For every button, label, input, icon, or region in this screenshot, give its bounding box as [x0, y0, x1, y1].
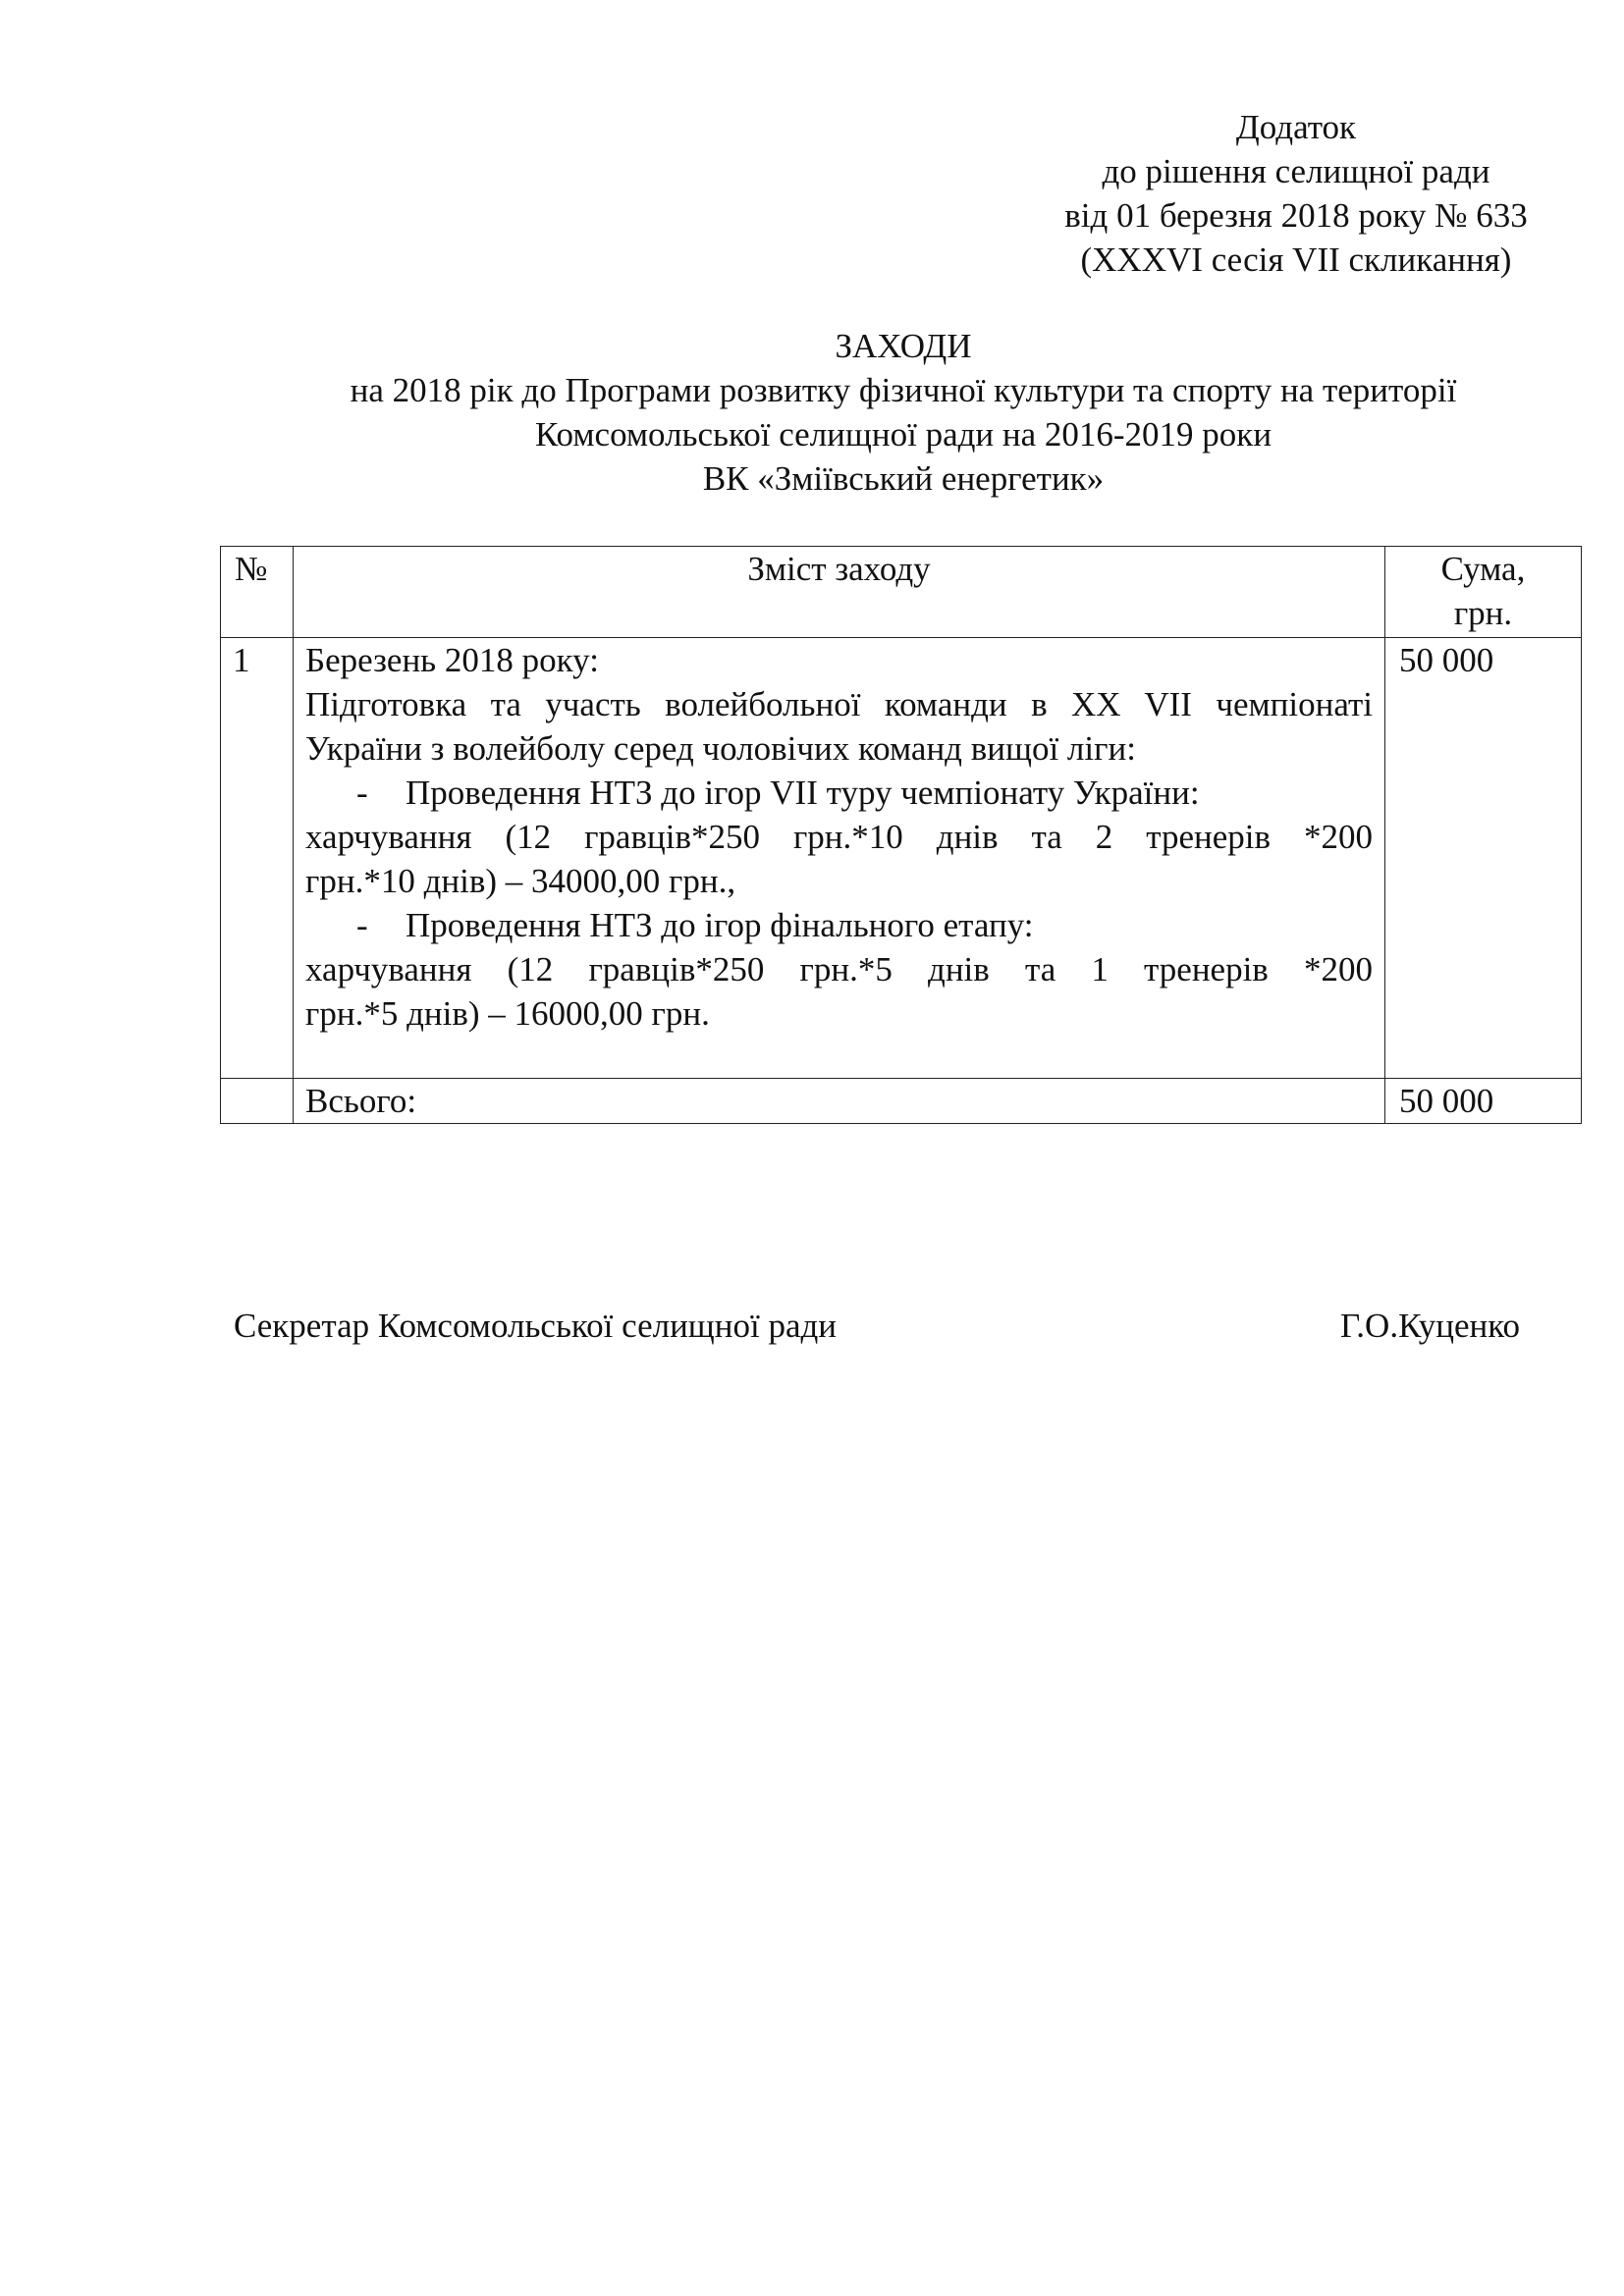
total-sum: 50 000: [1385, 1079, 1582, 1124]
appendix-title: Додаток: [1235, 108, 1357, 146]
document-title: ЗАХОДИ: [835, 327, 972, 365]
table-row: [221, 638, 1582, 1079]
document-heading: [0, 324, 1624, 501]
appendix-date-number: від 01 березня 2018 року № 633: [1064, 196, 1528, 235]
row-content: [294, 638, 1385, 1079]
bullet-text: Проведення НТЗ до ігор VII туру чемпіонату України:: [406, 774, 1200, 812]
appendix-session: (XXXVI сесія VII скликання): [1080, 240, 1512, 279]
header-sum: [1385, 547, 1582, 638]
measures-table: [220, 546, 1582, 1124]
row-date: Березень 2018 року:: [305, 641, 599, 679]
table-total-row: [221, 1079, 1582, 1124]
header-sum-line1: Сума,: [1440, 550, 1526, 588]
appendix-block: [1021, 105, 1571, 282]
row-desc-line2: України з волейболу серед чоловічих команд вищої ліги:: [305, 729, 1136, 768]
header-content: Зміст заходу: [294, 547, 1385, 638]
row-sum: 50 000: [1385, 638, 1582, 1079]
document-subtitle-line1: на 2018 рік до Програми розвитку фізичної культури та спорту на території: [350, 371, 1457, 409]
total-label: Всього:: [294, 1079, 1385, 1124]
row-food2-line1: харчування (12 гравців*250 грн.*5 днів та 1 тренерів *200: [305, 950, 1373, 988]
row-bullet-1: [305, 771, 1373, 815]
row-food2-line2: грн.*5 днів) – 16000,00 грн.: [305, 994, 710, 1033]
document-subtitle-line3: ВК «Зміївський енергетик»: [702, 459, 1105, 498]
header-sum-line2: грн.: [1453, 594, 1513, 632]
signature-position: Секретар Комсомольської селищної ради: [234, 1307, 838, 1345]
row-bullet-2: [305, 903, 1373, 947]
bullet-dash: -: [356, 906, 368, 944]
table-header-row: [221, 547, 1582, 638]
total-number: [221, 1079, 294, 1124]
row-food1-line1: харчування (12 гравців*250 грн.*10 днів та 2 тренерів *200: [305, 818, 1373, 856]
header-number: №: [221, 547, 294, 638]
appendix-decision: до рішення селищної ради: [1102, 152, 1490, 190]
row-food1-line2: грн.*10 днів) – 34000,00 грн.,: [305, 862, 736, 900]
bullet-text: Проведення НТЗ до ігор фінального етапу:: [406, 906, 1034, 944]
signature-block: [234, 1304, 1520, 1348]
row-desc-line1: Підготовка та участь волейбольної команди в XX VII чемпіонаті: [305, 685, 1373, 723]
bullet-dash: -: [356, 774, 368, 812]
signature-name: Г.О.Куценко: [1340, 1307, 1520, 1345]
document-subtitle-line2: Комсомольської селищної ради на 2016-2019 роки: [534, 415, 1272, 454]
row-number: 1: [221, 638, 294, 1079]
